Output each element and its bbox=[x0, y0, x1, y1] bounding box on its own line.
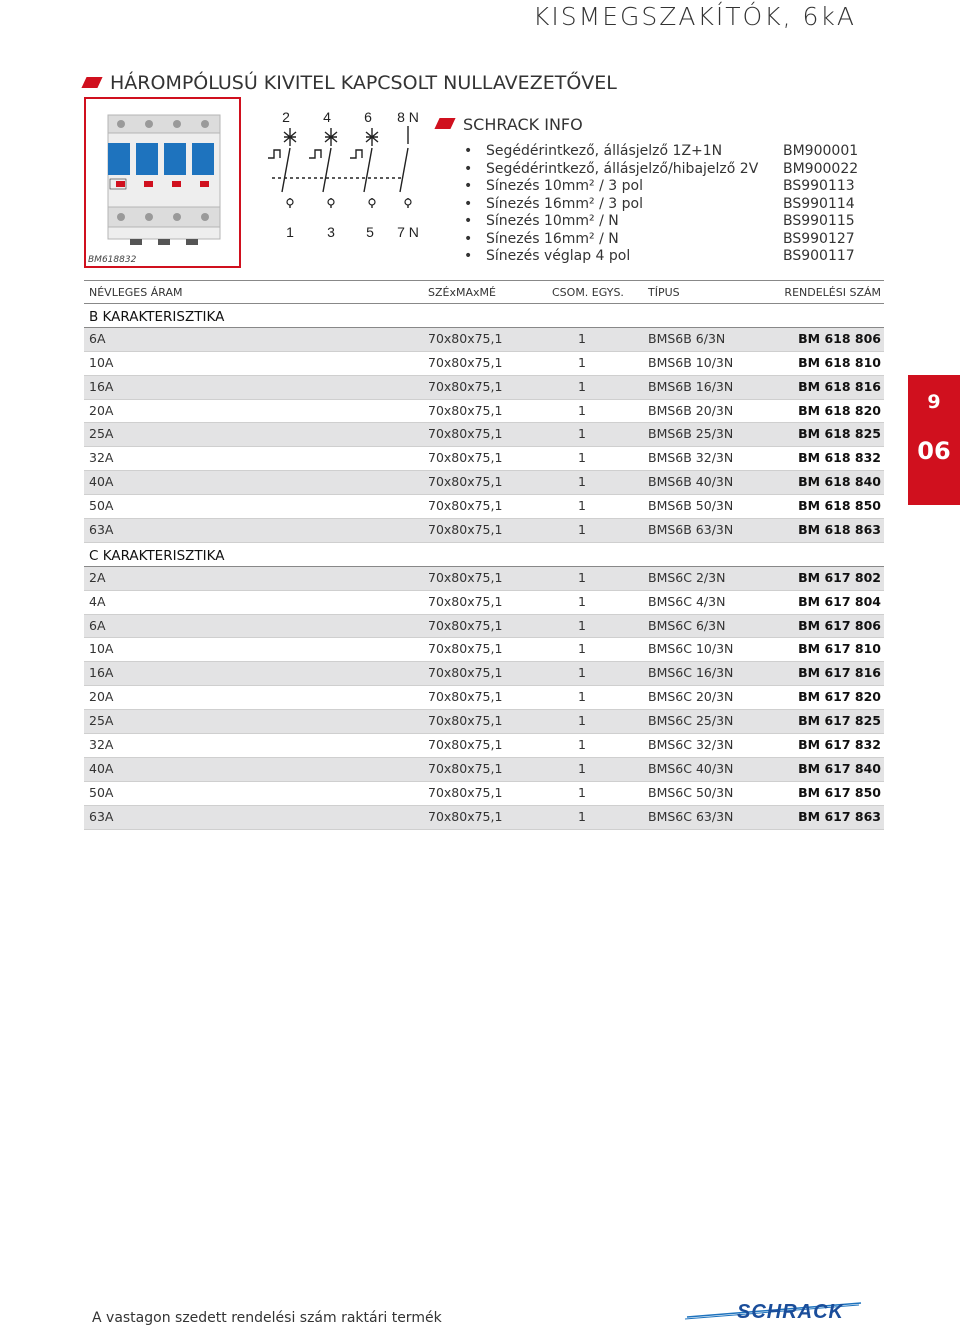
cell-type: BMS6B 32/3N bbox=[648, 450, 734, 466]
circuit-breaker-image bbox=[86, 99, 239, 266]
schematic-label-8n: 8 N bbox=[397, 109, 419, 125]
cell-size: 70x80x75,1 bbox=[428, 737, 503, 753]
cell-current: 2A bbox=[89, 569, 106, 585]
cell-type: BMS6C 25/3N bbox=[648, 713, 734, 729]
cell-size: 70x80x75,1 bbox=[428, 354, 503, 370]
cell-pack: 1 bbox=[578, 522, 586, 538]
cell-order: BM 618 832 bbox=[798, 450, 881, 466]
table-row bbox=[84, 591, 884, 615]
bullet-icon: • bbox=[464, 143, 473, 159]
cell-pack: 1 bbox=[578, 450, 586, 466]
table-row bbox=[84, 423, 884, 447]
header-current: NÉVLEGES ÁRAM bbox=[89, 286, 183, 299]
table-row bbox=[84, 806, 884, 830]
cell-order: BM 617 820 bbox=[798, 689, 881, 705]
section-title bbox=[84, 72, 617, 94]
cell-type: BMS6B 16/3N bbox=[648, 378, 734, 394]
cell-type: BMS6C 10/3N bbox=[648, 641, 734, 657]
table-row bbox=[84, 638, 884, 662]
cell-current: 40A bbox=[89, 760, 114, 776]
table-row bbox=[84, 352, 884, 376]
cell-type: BMS6B 6/3N bbox=[648, 330, 726, 346]
bullet-icon: • bbox=[464, 248, 473, 264]
cell-order: BM 617 802 bbox=[798, 569, 881, 585]
cell-size: 70x80x75,1 bbox=[428, 808, 503, 824]
info-item: • Sínezés 16mm² / 3 pol BS990114 bbox=[437, 196, 867, 214]
cell-order: BM 617 832 bbox=[798, 737, 881, 753]
cell-type: BMS6C 6/3N bbox=[648, 617, 726, 633]
cell-type: BMS6C 40/3N bbox=[648, 760, 734, 776]
cell-size: 70x80x75,1 bbox=[428, 426, 503, 442]
info-item: • Sínezés véglap 4 pol BS900117 bbox=[437, 248, 867, 266]
bullet-icon: • bbox=[464, 160, 473, 177]
cell-order: BM 618 820 bbox=[798, 402, 881, 418]
cell-current: 63A bbox=[89, 522, 114, 538]
cell-order: BM 617 810 bbox=[798, 641, 881, 657]
cell-type: BMS6B 50/3N bbox=[648, 498, 734, 514]
schematic-label-3: 3 bbox=[327, 224, 335, 240]
table-header bbox=[84, 280, 884, 304]
red-marker-icon bbox=[434, 118, 455, 129]
cell-size: 70x80x75,1 bbox=[428, 617, 503, 633]
footer-note: A vastagon szedett rendelési szám raktári termék bbox=[92, 1310, 442, 1326]
cell-pack: 1 bbox=[578, 474, 586, 490]
cell-pack: 1 bbox=[578, 354, 586, 370]
cell-pack: 1 bbox=[578, 665, 586, 681]
schematic-label-5: 5 bbox=[366, 224, 374, 240]
cell-size: 70x80x75,1 bbox=[428, 784, 503, 800]
cell-current: 16A bbox=[89, 378, 114, 394]
group-title-c: C KARAKTERISZTIKA bbox=[84, 543, 884, 567]
info-title bbox=[437, 115, 867, 134]
cell-order: BM 618 840 bbox=[798, 474, 881, 490]
cell-type: BMS6B 63/3N bbox=[648, 522, 734, 538]
cell-current: 6A bbox=[89, 330, 106, 346]
cell-type: BMS6C 20/3N bbox=[648, 689, 734, 705]
cell-current: 50A bbox=[89, 784, 114, 800]
cell-order: BM 617 806 bbox=[798, 617, 881, 633]
cell-current: 20A bbox=[89, 402, 114, 418]
table-row bbox=[84, 734, 884, 758]
info-item: • Sínezés 10mm² / 3 pol BS990113 bbox=[437, 178, 867, 196]
cell-size: 70x80x75,1 bbox=[428, 378, 503, 394]
cell-type: BMS6C 2/3N bbox=[648, 569, 726, 585]
cell-pack: 1 bbox=[578, 737, 586, 753]
cell-type: BMS6C 4/3N bbox=[648, 593, 726, 609]
schematic-label-4: 4 bbox=[323, 109, 331, 125]
red-marker-icon bbox=[81, 77, 102, 88]
table-row bbox=[84, 686, 884, 710]
cell-size: 70x80x75,1 bbox=[428, 665, 503, 681]
cell-current: 32A bbox=[89, 737, 114, 753]
table-row bbox=[84, 615, 884, 639]
bullet-icon: • bbox=[464, 230, 473, 247]
cell-type: BMS6B 20/3N bbox=[648, 402, 734, 418]
info-title-text: SCHRACK INFO bbox=[463, 115, 583, 134]
cell-type: BMS6B 25/3N bbox=[648, 426, 734, 442]
cell-pack: 1 bbox=[578, 426, 586, 442]
cell-current: 10A bbox=[89, 354, 114, 370]
cell-current: 40A bbox=[89, 474, 114, 490]
header-size: SZÉxMAxMÉ bbox=[428, 286, 496, 299]
cell-pack: 1 bbox=[578, 593, 586, 609]
rows-c bbox=[84, 567, 884, 830]
chapter-number: 9 bbox=[927, 391, 941, 413]
cell-size: 70x80x75,1 bbox=[428, 522, 503, 538]
cell-pack: 1 bbox=[578, 498, 586, 514]
cell-pack: 1 bbox=[578, 713, 586, 729]
table-row bbox=[84, 567, 884, 591]
wiring-schematic bbox=[262, 104, 432, 248]
cell-pack: 1 bbox=[578, 641, 586, 657]
cell-order: BM 617 804 bbox=[798, 593, 881, 609]
info-item: • Sínezés 10mm² / N BS990115 bbox=[437, 213, 867, 231]
table-row bbox=[84, 662, 884, 686]
cell-size: 70x80x75,1 bbox=[428, 593, 503, 609]
cell-pack: 1 bbox=[578, 689, 586, 705]
schrack-info bbox=[437, 115, 867, 266]
info-item: • Sínezés 16mm² / N BS990127 bbox=[437, 231, 867, 249]
table-row bbox=[84, 328, 884, 352]
cell-size: 70x80x75,1 bbox=[428, 474, 503, 490]
cell-order: BM 617 825 bbox=[798, 713, 881, 729]
cell-current: 25A bbox=[89, 426, 114, 442]
table-row bbox=[84, 782, 884, 806]
info-item: • Segédérintkező, állásjelző/hibajelző 2V BM900022 bbox=[437, 161, 867, 179]
schematic-label-7n: 7 N bbox=[397, 224, 419, 240]
table-row bbox=[84, 376, 884, 400]
cell-pack: 1 bbox=[578, 402, 586, 418]
cell-order: BM 617 863 bbox=[798, 808, 881, 824]
product-table bbox=[84, 280, 884, 830]
cell-size: 70x80x75,1 bbox=[428, 689, 503, 705]
cell-order: BM 617 850 bbox=[798, 784, 881, 800]
table-row bbox=[84, 400, 884, 424]
bullet-icon: • bbox=[464, 178, 473, 194]
cell-size: 70x80x75,1 bbox=[428, 713, 503, 729]
svg-text:SCHRACK: SCHRACK bbox=[737, 1301, 844, 1321]
cell-order: BM 618 810 bbox=[798, 354, 881, 370]
cell-current: 16A bbox=[89, 665, 114, 681]
header-order: RENDELÉSI SZÁM bbox=[784, 286, 881, 299]
table-row bbox=[84, 710, 884, 734]
cell-pack: 1 bbox=[578, 617, 586, 633]
cell-pack: 1 bbox=[578, 569, 586, 585]
cell-type: BMS6B 40/3N bbox=[648, 474, 734, 490]
schematic-label-6: 6 bbox=[364, 109, 372, 125]
cell-type: BMS6C 16/3N bbox=[648, 665, 734, 681]
cell-order: BM 617 816 bbox=[798, 665, 881, 681]
group-title-b: B KARAKTERISZTIKA bbox=[84, 304, 884, 328]
table-row bbox=[84, 519, 884, 543]
cell-current: 10A bbox=[89, 641, 114, 657]
schematic-label-1: 1 bbox=[286, 224, 294, 240]
cell-size: 70x80x75,1 bbox=[428, 641, 503, 657]
section-number: 06 bbox=[917, 437, 951, 465]
cell-current: 6A bbox=[89, 617, 106, 633]
cell-current: 63A bbox=[89, 808, 114, 824]
table-row bbox=[84, 447, 884, 471]
cell-pack: 1 bbox=[578, 784, 586, 800]
cell-type: BMS6B 10/3N bbox=[648, 354, 734, 370]
cell-type: BMS6C 50/3N bbox=[648, 784, 734, 800]
section-title-text: HÁROMPÓLUSÚ KIVITEL KAPCSOLT NULLAVEZETŐVEL bbox=[110, 72, 617, 94]
cell-order: BM 617 840 bbox=[798, 760, 881, 776]
table-row bbox=[84, 758, 884, 782]
cell-type: BMS6C 32/3N bbox=[648, 737, 734, 753]
header-type: TÍPUS bbox=[648, 286, 680, 299]
chapter-tab bbox=[908, 375, 960, 505]
cell-size: 70x80x75,1 bbox=[428, 498, 503, 514]
cell-size: 70x80x75,1 bbox=[428, 450, 503, 466]
photo-caption: BM618832 bbox=[88, 255, 137, 265]
cell-pack: 1 bbox=[578, 378, 586, 394]
rows-b bbox=[84, 328, 884, 543]
cell-size: 70x80x75,1 bbox=[428, 569, 503, 585]
cell-current: 25A bbox=[89, 713, 114, 729]
cell-size: 70x80x75,1 bbox=[428, 330, 503, 346]
cell-pack: 1 bbox=[578, 330, 586, 346]
bullet-icon: • bbox=[464, 195, 473, 212]
cell-pack: 1 bbox=[578, 760, 586, 776]
cell-pack: 1 bbox=[578, 808, 586, 824]
header-pack: CSOM. EGYS. bbox=[552, 286, 624, 299]
cell-current: 32A bbox=[89, 450, 114, 466]
cell-order: BM 618 806 bbox=[798, 330, 881, 346]
info-item: • Segédérintkező, állásjelző 1Z+1N BM900001 bbox=[437, 143, 867, 161]
cell-type: BMS6C 63/3N bbox=[648, 808, 734, 824]
cell-order: BM 618 825 bbox=[798, 426, 881, 442]
cell-current: 50A bbox=[89, 498, 114, 514]
page-title: KISMEGSZAKÍTÓK, 6kA bbox=[533, 2, 856, 31]
cell-current: 4A bbox=[89, 593, 106, 609]
schematic-label-2: 2 bbox=[282, 109, 290, 125]
cell-size: 70x80x75,1 bbox=[428, 760, 503, 776]
product-photo bbox=[84, 97, 241, 268]
schrack-logo bbox=[683, 1299, 868, 1325]
cell-order: BM 618 816 bbox=[798, 378, 881, 394]
cell-current: 20A bbox=[89, 689, 114, 705]
cell-order: BM 618 863 bbox=[798, 522, 881, 538]
table-row bbox=[84, 471, 884, 495]
table-row bbox=[84, 495, 884, 519]
cell-order: BM 618 850 bbox=[798, 498, 881, 514]
bullet-icon: • bbox=[464, 213, 473, 229]
cell-size: 70x80x75,1 bbox=[428, 402, 503, 418]
